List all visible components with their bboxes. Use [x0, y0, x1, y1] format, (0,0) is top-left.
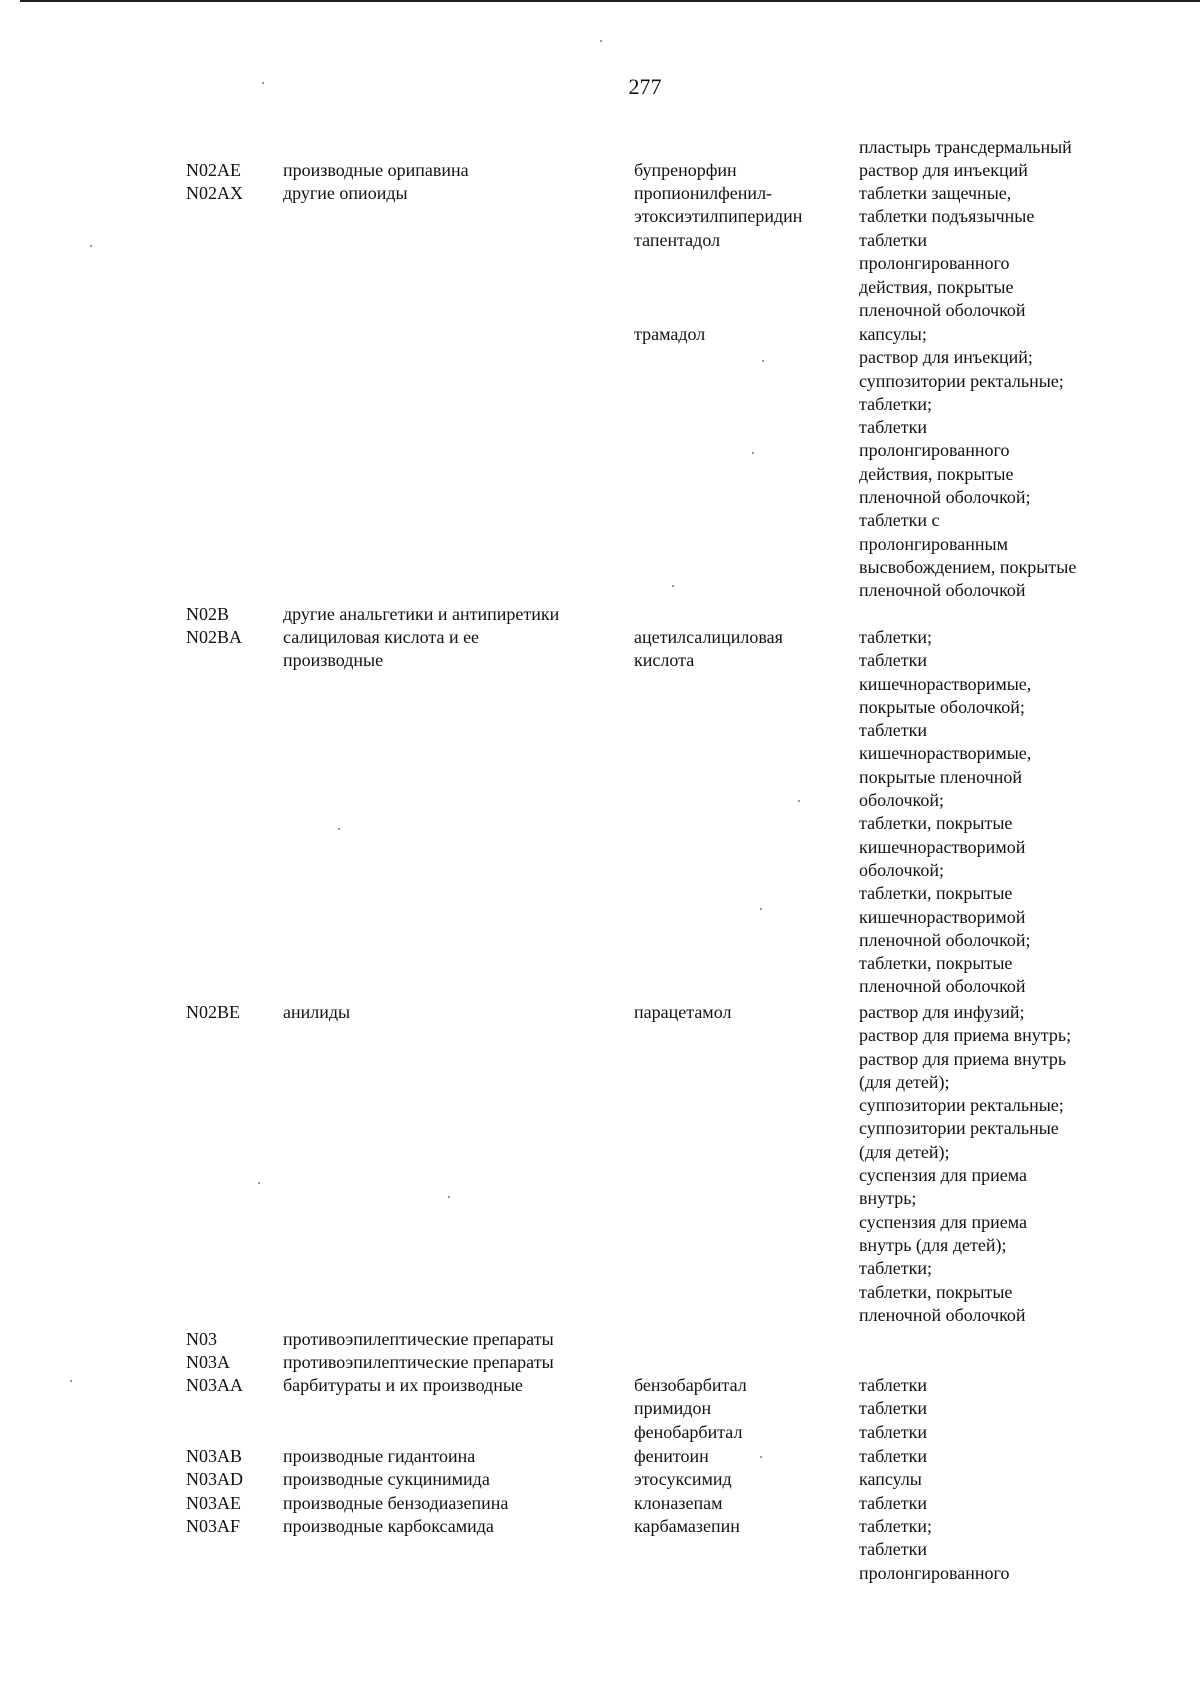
row-drug: карбамазепин	[634, 1516, 740, 1536]
row-code: N02BE	[186, 1002, 240, 1022]
row-forms: таблетки	[859, 1446, 928, 1466]
row-drug: бупренорфин	[634, 160, 737, 180]
row-description: салициловая кислота и ее производные	[283, 627, 480, 671]
row-forms: капсулы	[859, 1469, 922, 1489]
row-code: N03AE	[186, 1493, 241, 1513]
row-drug: пропионилфенил- этоксиэтилпиперидин	[634, 183, 803, 227]
row-description: другие анальгетики и антипиретики	[283, 604, 560, 624]
row-description: противоэпилептические препараты	[283, 1329, 554, 1349]
row-code: N03AF	[186, 1516, 241, 1536]
row-drug: парацетамол	[634, 1002, 732, 1022]
row-code: N03	[186, 1329, 217, 1349]
row-drug: тапентадол	[634, 230, 721, 250]
scan-edge	[20, 0, 1200, 2]
row-code: N02AE	[186, 160, 241, 180]
row-forms: таблетки	[859, 1493, 928, 1513]
row-drug: ацетилсалициловая кислота	[634, 627, 783, 671]
row-code: N03AD	[186, 1469, 243, 1489]
row-forms: раствор для инъекций	[859, 160, 1028, 180]
row-code: N02B	[186, 604, 230, 624]
row-description: анилиды	[283, 1002, 351, 1022]
page-number: 277	[628, 74, 662, 99]
row-forms: пластырь трансдермальный	[859, 137, 1072, 157]
row-drug: трамадол	[634, 324, 706, 344]
row-forms: таблетки пролонгированного действия, покрытые пленочной оболочкой	[859, 230, 1026, 320]
row-description: производные орипавина	[283, 160, 469, 180]
row-forms: таблетки; таблетки кишечнорастворимые, покрытые оболочкой; таблетки кишечнорастворимые, покрытые пленочной оболочкой; таблетки, покрытые кишечнорастворимой оболочкой; таблетки, покрытые кишечнорастворимой пленочной оболочкой; таблетки, покрытые пленочной оболочкой	[859, 627, 1032, 997]
row-code: N03A	[186, 1352, 230, 1372]
row-forms: таблетки таблетки таблетки	[859, 1375, 928, 1442]
row-code: N02AX	[186, 183, 243, 203]
row-description: производные карбоксамида	[283, 1516, 494, 1536]
row-drug: клоназепам	[634, 1493, 723, 1513]
row-description: другие опиоиды	[283, 183, 408, 203]
row-code: N02BA	[186, 627, 243, 647]
row-description: противоэпилептические препараты	[283, 1352, 554, 1372]
row-drug: фенитоин	[634, 1446, 709, 1466]
row-forms: таблетки защечные, таблетки подъязычные	[859, 183, 1035, 227]
row-description: производные сукцинимида	[283, 1469, 490, 1489]
row-forms: раствор для инфузий; раствор для приема внутрь; раствор для приема внутрь (для детей); суппозитории ректальные; суппозитории ректальные (для детей); суспензия для приема внутрь; суспензия для приема внутрь (для детей); таблетки; таблетки, покрытые пленочной оболочкой	[859, 1002, 1072, 1325]
row-description: производные бензодиазепина	[283, 1493, 509, 1513]
row-drug: этосуксимид	[634, 1469, 732, 1489]
row-drug: бензобарбитал примидон фенобарбитал	[634, 1375, 747, 1442]
row-code: N03AA	[186, 1375, 243, 1395]
row-forms: капсулы; раствор для инъекций; суппозитории ректальные; таблетки; таблетки пролонгированного действия, покрытые пленочной оболочкой; таблетки с пролонгированным высвобождением, покрытые пленочной оболочкой	[859, 324, 1077, 601]
row-description: производные гидантоина	[283, 1446, 476, 1466]
row-code: N03AB	[186, 1446, 243, 1466]
row-description: барбитураты и их производные	[283, 1375, 523, 1395]
row-forms: таблетки; таблетки пролонгированного	[859, 1516, 1010, 1583]
